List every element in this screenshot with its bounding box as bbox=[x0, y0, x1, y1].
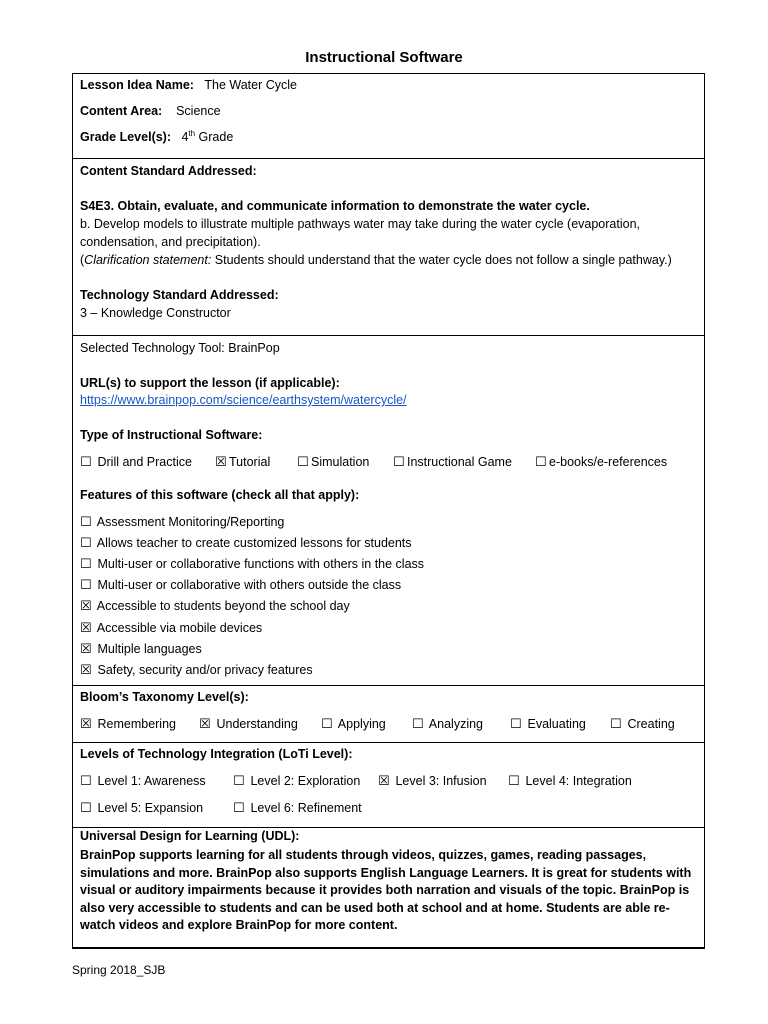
loti-level-4[interactable] bbox=[508, 773, 632, 789]
option-label: Understanding bbox=[216, 717, 298, 731]
feature-item[interactable] bbox=[80, 556, 424, 572]
type-option-simulation[interactable] bbox=[297, 454, 369, 470]
feature-label: Multiple languages bbox=[97, 642, 202, 656]
lesson-idea-row bbox=[80, 78, 297, 92]
option-label: Analyzing bbox=[428, 717, 483, 731]
checkbox-icon: ☐ bbox=[535, 454, 547, 469]
clarification-open: ( bbox=[80, 253, 85, 267]
option-label: Level 2: Exploration bbox=[250, 774, 361, 788]
selected-tool: Selected Technology Tool: BrainPop bbox=[80, 341, 280, 355]
lesson-idea-value: The Water Cycle bbox=[204, 78, 297, 92]
option-label: Level 6: Refinement bbox=[250, 801, 362, 815]
blooms-evaluating[interactable] bbox=[510, 716, 586, 732]
loti-level-6[interactable] bbox=[233, 800, 362, 816]
feature-item[interactable] bbox=[80, 535, 412, 551]
page-title: Instructional Software bbox=[305, 49, 463, 66]
checkbox-icon: ☐ bbox=[297, 454, 309, 469]
checkbox-icon: ☐ bbox=[412, 716, 424, 731]
url-label: URL(s) to support the lesson (if applicable): bbox=[80, 376, 340, 390]
grade-level-label: Grade Level(s): bbox=[80, 130, 172, 145]
feature-label: Accessible to students beyond the school day bbox=[96, 599, 350, 613]
option-label: e-books/e-references bbox=[549, 455, 668, 469]
checkbox-icon: ☐ bbox=[80, 454, 92, 469]
lesson-idea-label: Lesson Idea Name: bbox=[80, 78, 194, 92]
checkbox-icon: ☐ bbox=[510, 716, 522, 731]
blooms-heading: Bloom’s Taxonomy Level(s): bbox=[80, 690, 249, 704]
tech-standard-value: 3 – Knowledge Constructor bbox=[80, 306, 231, 320]
tech-standard-heading: Technology Standard Addressed: bbox=[80, 288, 279, 302]
udl-cell bbox=[73, 827, 704, 948]
type-option-tutorial[interactable] bbox=[215, 454, 270, 470]
content-area-row bbox=[80, 104, 221, 118]
grade-level-suffix: Grade bbox=[195, 130, 234, 145]
feature-label: Assessment Monitoring/Reporting bbox=[96, 515, 285, 529]
udl-text: BrainPop supports learning for all students through videos, quizzes, games, reading passages, simulations and more. BrainPop also supports English Language Learners. It is great for students with visual or auditory impairments because it provides both narration and visuals of the topic. BrainPop is also very accessible to students and can be used both at school and at home. Students are able re-watch videos and explore BrainPop for more content. bbox=[80, 848, 692, 932]
checkbox-icon: ☐ bbox=[80, 556, 92, 571]
features-heading: Features of this software (check all that apply): bbox=[80, 488, 360, 502]
checked-box-icon: ☒ bbox=[215, 454, 227, 469]
grade-level-sup: th bbox=[188, 129, 196, 138]
udl-heading: Universal Design for Learning (UDL): bbox=[80, 829, 300, 843]
software-type-heading: Type of Instructional Software: bbox=[80, 428, 263, 442]
option-label: Simulation bbox=[311, 455, 370, 469]
feature-item[interactable] bbox=[80, 577, 401, 593]
checked-box-icon: ☒ bbox=[80, 716, 92, 731]
blooms-cell bbox=[73, 685, 704, 742]
lesson-url-link[interactable]: https://www.brainpop.com/science/earthsystem/watercycle/ bbox=[80, 393, 407, 407]
feature-item[interactable] bbox=[80, 620, 262, 636]
type-option-drill[interactable] bbox=[80, 454, 192, 470]
lesson-form bbox=[72, 73, 705, 949]
checked-box-icon: ☒ bbox=[199, 716, 211, 731]
feature-item[interactable] bbox=[80, 641, 202, 657]
loti-level-3[interactable] bbox=[378, 773, 487, 789]
checkbox-icon: ☐ bbox=[80, 800, 92, 815]
blooms-creating[interactable] bbox=[610, 716, 675, 732]
checkbox-icon: ☐ bbox=[393, 454, 405, 469]
checked-box-icon: ☒ bbox=[80, 598, 92, 613]
feature-label: Accessible via mobile devices bbox=[96, 621, 263, 635]
blooms-understanding[interactable] bbox=[199, 716, 298, 732]
content-area-label: Content Area: bbox=[80, 104, 163, 118]
type-option-ebooks[interactable] bbox=[535, 454, 667, 470]
clarification-row bbox=[80, 253, 672, 267]
standard-code: S4E3. Obtain, evaluate, and communicate information to demonstrate the water cycle. bbox=[80, 199, 590, 213]
clarification-text: Students should understand that the water cycle does not follow a single pathway.) bbox=[211, 253, 672, 267]
loti-level-5[interactable] bbox=[80, 800, 203, 816]
checkbox-icon: ☐ bbox=[508, 773, 520, 788]
checkbox-icon: ☐ bbox=[610, 716, 622, 731]
standard-line-b1: b. Develop models to illustrate multiple pathways water may take during the water cycle (evaporation, bbox=[80, 217, 640, 231]
option-label: Level 5: Expansion bbox=[97, 801, 204, 815]
option-label: Applying bbox=[337, 717, 386, 731]
checkbox-icon: ☐ bbox=[80, 514, 92, 529]
option-label: Instructional Game bbox=[407, 455, 512, 469]
loti-level-1[interactable] bbox=[80, 773, 206, 789]
option-label: Creating bbox=[627, 717, 675, 731]
checked-box-icon: ☒ bbox=[80, 620, 92, 635]
checkbox-icon: ☐ bbox=[321, 716, 333, 731]
loti-heading: Levels of Technology Integration (LoTi Level): bbox=[80, 747, 353, 761]
blooms-applying[interactable] bbox=[321, 716, 386, 732]
feature-label: Safety, security and/or privacy features bbox=[97, 663, 313, 677]
checked-box-icon: ☒ bbox=[80, 641, 92, 656]
type-option-game[interactable] bbox=[393, 454, 512, 470]
option-label: Level 1: Awareness bbox=[97, 774, 206, 788]
checkbox-icon: ☐ bbox=[233, 800, 245, 815]
standard-line-b2: condensation, and precipitation). bbox=[80, 235, 261, 249]
grade-level-row bbox=[80, 129, 233, 144]
loti-level-2[interactable] bbox=[233, 773, 360, 789]
checked-box-icon: ☒ bbox=[378, 773, 390, 788]
clarification-label: Clarification statement: bbox=[84, 253, 212, 267]
option-label: Evaluating bbox=[527, 717, 586, 731]
feature-label: Multi-user or collaborative with others outside the class bbox=[97, 578, 402, 592]
lesson-info-cell bbox=[73, 74, 704, 158]
option-label: Level 4: Integration bbox=[525, 774, 632, 788]
option-label: Drill and Practice bbox=[97, 455, 192, 469]
standards-cell bbox=[73, 158, 704, 335]
checked-box-icon: ☒ bbox=[80, 662, 92, 677]
blooms-remembering[interactable] bbox=[80, 716, 176, 732]
checkbox-icon: ☐ bbox=[80, 773, 92, 788]
feature-item[interactable] bbox=[80, 598, 350, 614]
blooms-analyzing[interactable] bbox=[412, 716, 483, 732]
tool-cell bbox=[73, 335, 704, 685]
feature-label: Allows teacher to create customized lessons for students bbox=[96, 536, 412, 550]
content-standard-heading: Content Standard Addressed: bbox=[80, 164, 257, 178]
content-area-value: Science bbox=[176, 104, 221, 118]
option-label: Tutorial bbox=[229, 455, 271, 469]
loti-cell bbox=[73, 742, 704, 827]
checkbox-icon: ☐ bbox=[80, 535, 92, 550]
feature-item[interactable] bbox=[80, 514, 284, 530]
feature-item[interactable] bbox=[80, 662, 313, 678]
grade-level-value: 4 bbox=[181, 130, 189, 145]
checkbox-icon: ☐ bbox=[233, 773, 245, 788]
feature-label: Multi-user or collaborative functions with others in the class bbox=[97, 557, 425, 571]
checkbox-icon: ☐ bbox=[80, 577, 92, 592]
footer-text: Spring 2018_SJB bbox=[72, 963, 166, 977]
option-label: Level 3: Infusion bbox=[395, 774, 487, 788]
option-label: Remembering bbox=[97, 717, 176, 731]
